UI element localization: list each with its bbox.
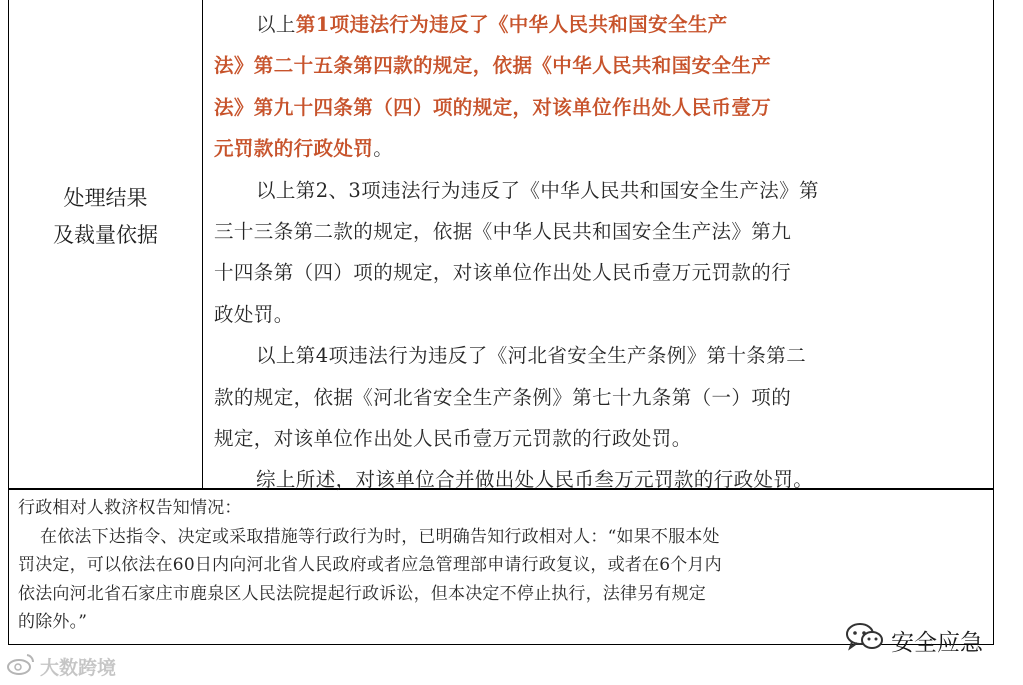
watermark-left-text: 大数跨境 — [40, 656, 117, 679]
notice-line: 的除外。” — [18, 612, 88, 632]
remedy-notice — [18, 494, 868, 637]
column-divider — [202, 0, 203, 488]
paragraph-line: 第1项违法行为违反了《中华人民共和国安全生产 — [295, 13, 728, 36]
paragraph-line: 款的规定，依据《河北省安全生产条例》第七十九条第（一）项的 — [214, 385, 792, 409]
paragraph-item-3 — [214, 335, 864, 459]
row-label-line-1: 处理结果 — [63, 186, 148, 210]
row-label-line-2: 及裁量依据 — [53, 223, 158, 247]
paragraph-line: 三十三条第二款的规定，依据《中华人民共和国安全生产法》第九 — [214, 220, 792, 244]
paragraph-line: 十四条第（四）项的规定，对该单位作出处人民币壹万元罚款的行 — [214, 261, 792, 285]
notice-title: 行政相对人救济权告知情况： — [18, 498, 242, 518]
paragraph-line: 以上第2、3项违法行为违反了《中华人民共和国安全生产法》第 — [256, 178, 819, 202]
notice-line: 依法向河北省石家庄市鹿泉区人民法院提起行政诉讼，但本决定不停止执行，法律另有规定 — [18, 583, 706, 604]
paragraph-line: 法》第二十五条第四款的规定，依据《中华人民共和国安全生产 — [214, 54, 772, 78]
wechat-icon — [845, 622, 891, 658]
watermark-wechat — [845, 622, 983, 658]
paragraph-line: 规定，对该单位作出处人民币壹万元罚款的行政处罚。 — [214, 427, 692, 451]
paragraph-item-2 — [214, 170, 864, 336]
result-content-cell — [214, 4, 864, 501]
paragraph-line: 法》第九十四条第（四）项的规定，对该单位作出处人民币壹万 — [214, 95, 772, 119]
notice-line: 罚决定，可以依法在60日内向河北省人民政府或者应急管理部申请行政复议，或者在6个月内 — [18, 555, 722, 575]
notice-line: 在依法下达指令、决定或采取措施等行政行为时，已明确告知行政相对人：“如果不服本处 — [40, 526, 720, 547]
paragraph-line: 综上所述，对该单位合并做出处人民币叁万元罚款的行政处罚。 — [256, 468, 814, 492]
paragraph-line: 元罚款的行政处罚 — [214, 137, 374, 161]
paragraph-line: 政处罚。 — [214, 302, 294, 326]
paragraph-lead: 以上 — [256, 13, 296, 36]
paragraph-item-1 — [214, 4, 864, 170]
watermark-right-text: 安全应急 — [891, 629, 983, 656]
row-label-cell — [9, 180, 202, 254]
watermark-weibo — [6, 652, 116, 680]
weibo-icon — [6, 652, 40, 681]
paragraph-tail: 。 — [373, 137, 394, 161]
paragraph-line: 以上第4项违法行为违反了《河北省安全生产条例》第十条第二 — [256, 344, 807, 368]
